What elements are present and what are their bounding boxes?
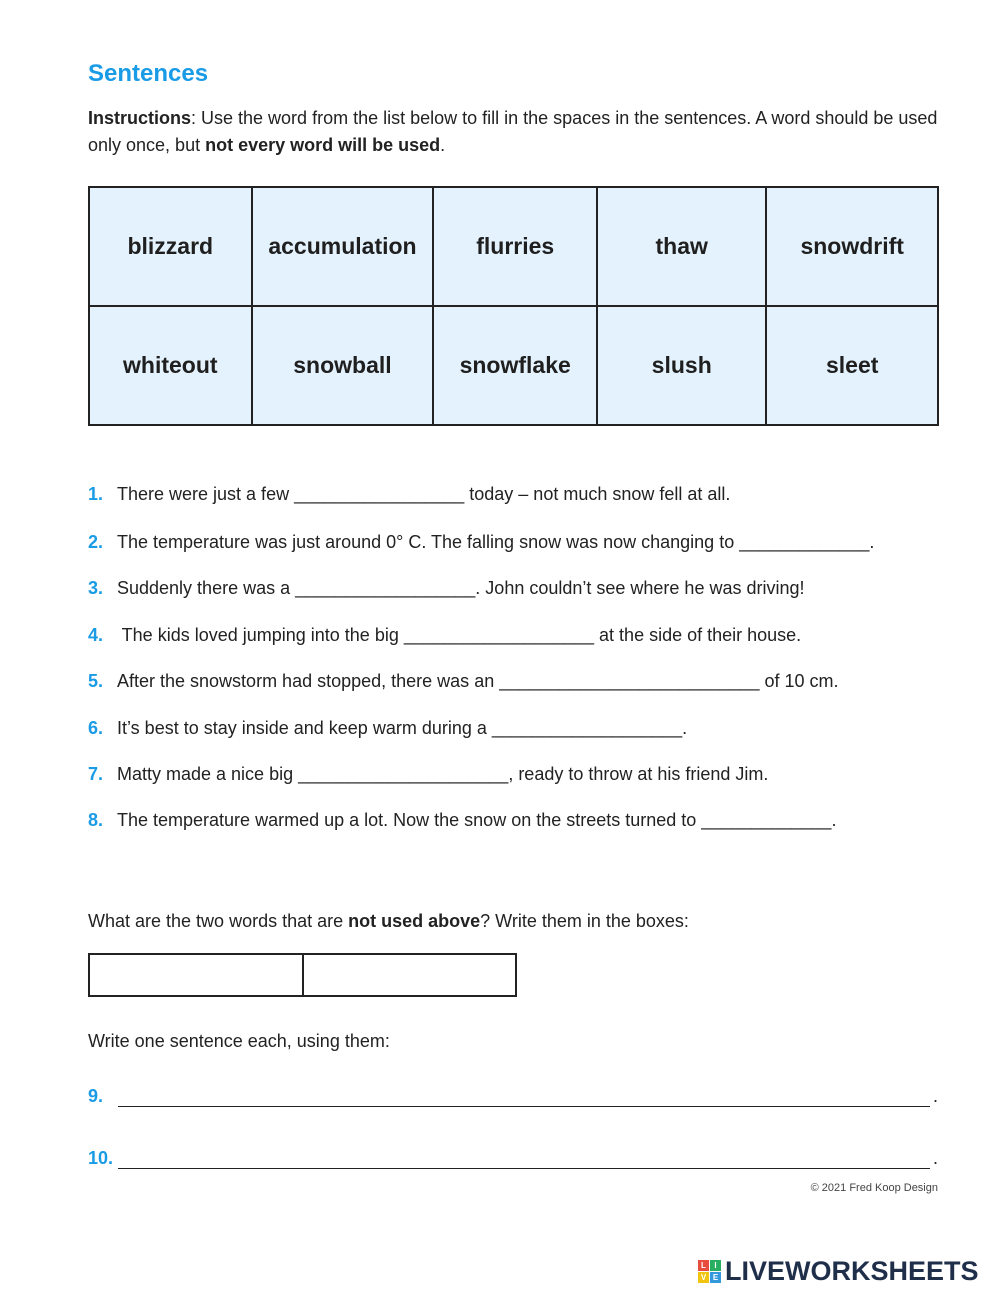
question-text: There were just a few _________________ today – not much snow fell at all. [117, 484, 731, 504]
liveworksheets-logo[interactable] [698, 1256, 979, 1287]
word-bank-cell: accumulation [252, 187, 434, 306]
question-text: The temperature was just around 0° C. The falling snow was now changing to _____________. [117, 532, 875, 552]
word-bank-cell: whiteout [89, 306, 252, 425]
line-end: . [932, 1086, 938, 1106]
word-bank-cell: flurries [433, 187, 597, 306]
word-bank-row [89, 187, 938, 306]
logo-block: L [698, 1260, 709, 1271]
question-item [88, 810, 836, 831]
answer-box-2[interactable] [302, 955, 516, 995]
question-number: 6. [88, 718, 104, 738]
question-item [88, 484, 730, 505]
question-item [88, 671, 839, 692]
question-number: 3. [88, 578, 104, 598]
word-bank-cell: blizzard [89, 187, 252, 306]
answer-box-1[interactable] [90, 955, 302, 995]
logo-block: I [710, 1260, 721, 1271]
question-number: 1. [88, 484, 104, 504]
copyright: © 2021 Fred Koop Design [810, 1182, 938, 1194]
question-item [88, 532, 874, 553]
answer-line[interactable] [118, 1168, 930, 1169]
word-bank-cell: sleet [766, 306, 938, 425]
word-bank-cell: slush [597, 306, 766, 425]
line-question-10 [88, 1148, 938, 1174]
question-number: 2. [88, 532, 104, 552]
logo-text: LIVEWORKSHEETS [725, 1256, 979, 1286]
word-bank-cell: snowflake [433, 306, 597, 425]
question-number: 10. [88, 1148, 114, 1168]
question-text: The kids loved jumping into the big ___________________ at the side of their house. [117, 625, 802, 645]
question-text: Suddenly there was a __________________. John couldn’t see where he was driving! [117, 578, 805, 598]
write-one-prompt: Write one sentence each, using them: [88, 1031, 390, 1051]
question-text: The temperature warmed up a lot. Now the snow on the streets turned to _____________. [117, 810, 837, 830]
question-text: It’s best to stay inside and keep warm during a ___________________. [117, 718, 688, 738]
word-bank-row [89, 306, 938, 425]
word-bank-table [88, 186, 939, 426]
logo-blocks-icon [698, 1260, 721, 1283]
word-bank-cell: snowdrift [766, 187, 938, 306]
question-text: After the snowstorm had stopped, there was an __________________________ of 10 cm. [117, 671, 839, 691]
logo-block: E [710, 1272, 721, 1283]
instructions-bold: not every word will be used [205, 135, 441, 155]
page-title: Sentences [88, 60, 209, 87]
question-number: 8. [88, 810, 104, 830]
answer-line[interactable] [118, 1106, 930, 1107]
line-question-9 [88, 1086, 938, 1112]
instructions [88, 105, 938, 159]
not-used-end: ? Write them in the boxes: [480, 911, 689, 931]
instructions-label: Instructions [88, 108, 192, 128]
not-used-text: What are the two words that are [88, 911, 349, 931]
instructions-end: . [440, 135, 446, 155]
question-item [88, 718, 687, 739]
question-text: Matty made a nice big _____________________, ready to throw at his friend Jim. [117, 764, 769, 784]
not-used-prompt [88, 911, 689, 932]
word-bank-cell: snowball [252, 306, 434, 425]
question-number: 9. [88, 1086, 104, 1106]
question-item [88, 625, 801, 646]
question-item [88, 764, 768, 785]
question-number: 4. [88, 625, 104, 645]
logo-block: V [698, 1272, 709, 1283]
word-bank-cell: thaw [597, 187, 766, 306]
not-used-bold: not used above [348, 911, 481, 931]
instructions-text: : Use the word from the list below to fill in the spaces in the sentences. A word should be used only once, but [88, 108, 938, 155]
question-number: 7. [88, 764, 104, 784]
question-item [88, 578, 805, 599]
answer-boxes [88, 953, 517, 997]
line-end: . [932, 1148, 938, 1168]
question-number: 5. [88, 671, 104, 691]
